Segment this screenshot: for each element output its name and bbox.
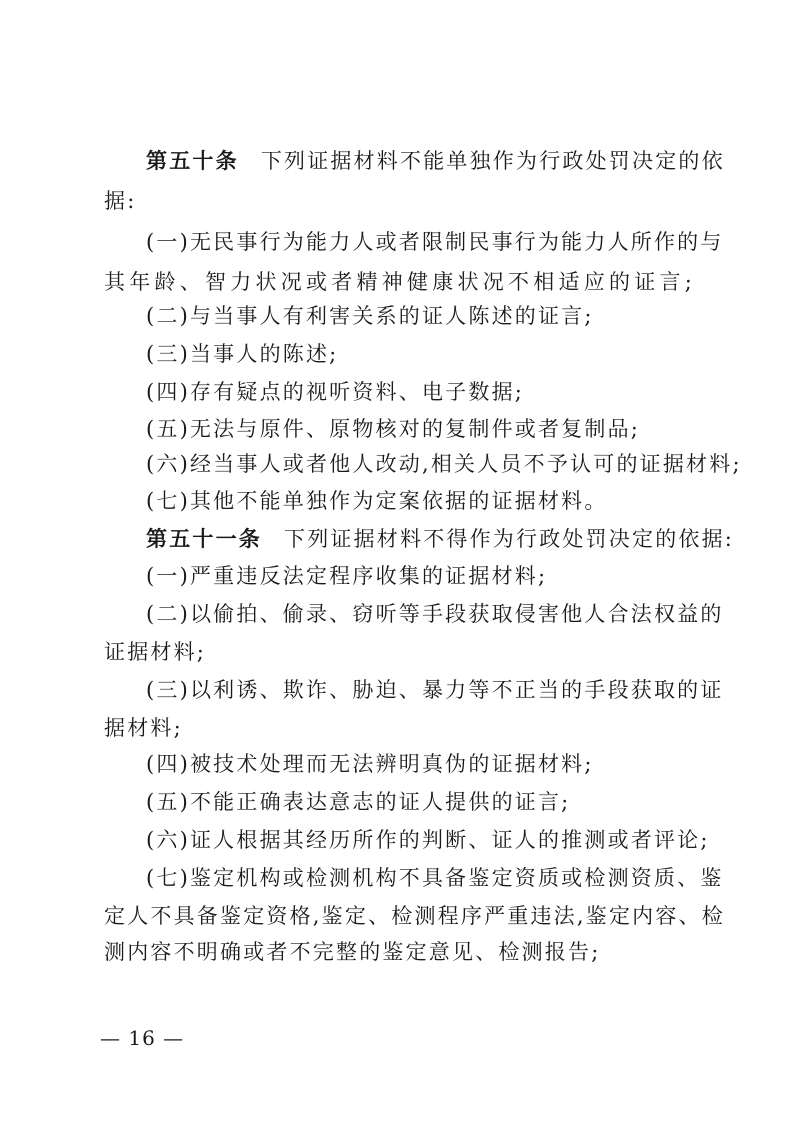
article-50-item-7: (七)其他不能单独作为定案依据的证据材料。 — [146, 489, 608, 513]
article-50-intro: 下列证据材料不能单独作为行政处罚决定的依 — [260, 149, 725, 173]
article-51-item-7-cont-2: 测内容不明确或者不完整的鉴定意见、检测报告; — [104, 940, 601, 964]
article-50-item-3: (三)当事人的陈述; — [146, 342, 339, 366]
article-51-item-2: (二)以偷拍、偷录、窃听等手段获取侵害他人合法权益的 — [146, 602, 724, 626]
article-51-item-3: (三)以利诱、欺诈、胁迫、暴力等不正当的手段获取的证 — [146, 678, 724, 702]
article-50-item-4: (四)存有疑点的视听资料、电子数据; — [146, 380, 525, 404]
article-51-item-3-cont: 据材料; — [104, 716, 183, 740]
article-50-intro-cont: 据: — [104, 189, 137, 213]
article-51-item-4: (四)被技术处理而无法辨明真伪的证据材料; — [146, 752, 594, 776]
article-50-item-6: (六)经当事人或者他人改动,相关人员不予认可的证据材料; — [146, 452, 742, 476]
article-51-item-6: (六)证人根据其经历所作的判断、证人的推测或者评论; — [146, 828, 710, 852]
article-51-item-7: (七)鉴定机构或检测机构不具备鉴定资质或检测资质、鉴 — [146, 866, 724, 890]
article-51-heading: 第五十一条 — [146, 526, 262, 551]
article-51-intro: 下列证据材料不得作为行政处罚决定的依据: — [284, 527, 735, 551]
article-50-heading-line — [146, 143, 725, 179]
article-50-heading: 第五十条 — [146, 148, 239, 173]
article-50-item-2: (二)与当事人有利害关系的证人陈述的证言; — [146, 304, 594, 328]
article-51-item-2-cont: 证据材料; — [104, 640, 207, 664]
article-50-item-5: (五)无法与原件、原物核对的复制件或者复制品; — [146, 417, 641, 441]
article-50-item-1: (一)无民事行为能力人或者限制民事行为能力人所作的与 — [146, 230, 724, 254]
article-51-item-5: (五)不能正确表达意志的证人提供的证言; — [146, 790, 571, 814]
article-51-item-1: (一)严重违反法定程序收集的证据材料; — [146, 564, 548, 588]
page-number: — 16 — — [100, 1026, 185, 1050]
article-51-heading-line — [146, 521, 735, 557]
article-51-item-7-cont-1: 定人不具备鉴定资格,鉴定、检测程序严重违法,鉴定内容、检 — [104, 904, 725, 928]
article-50-item-1-cont: 其年龄、智力状况或者精神健康状况不相适应的证言; — [104, 270, 694, 294]
